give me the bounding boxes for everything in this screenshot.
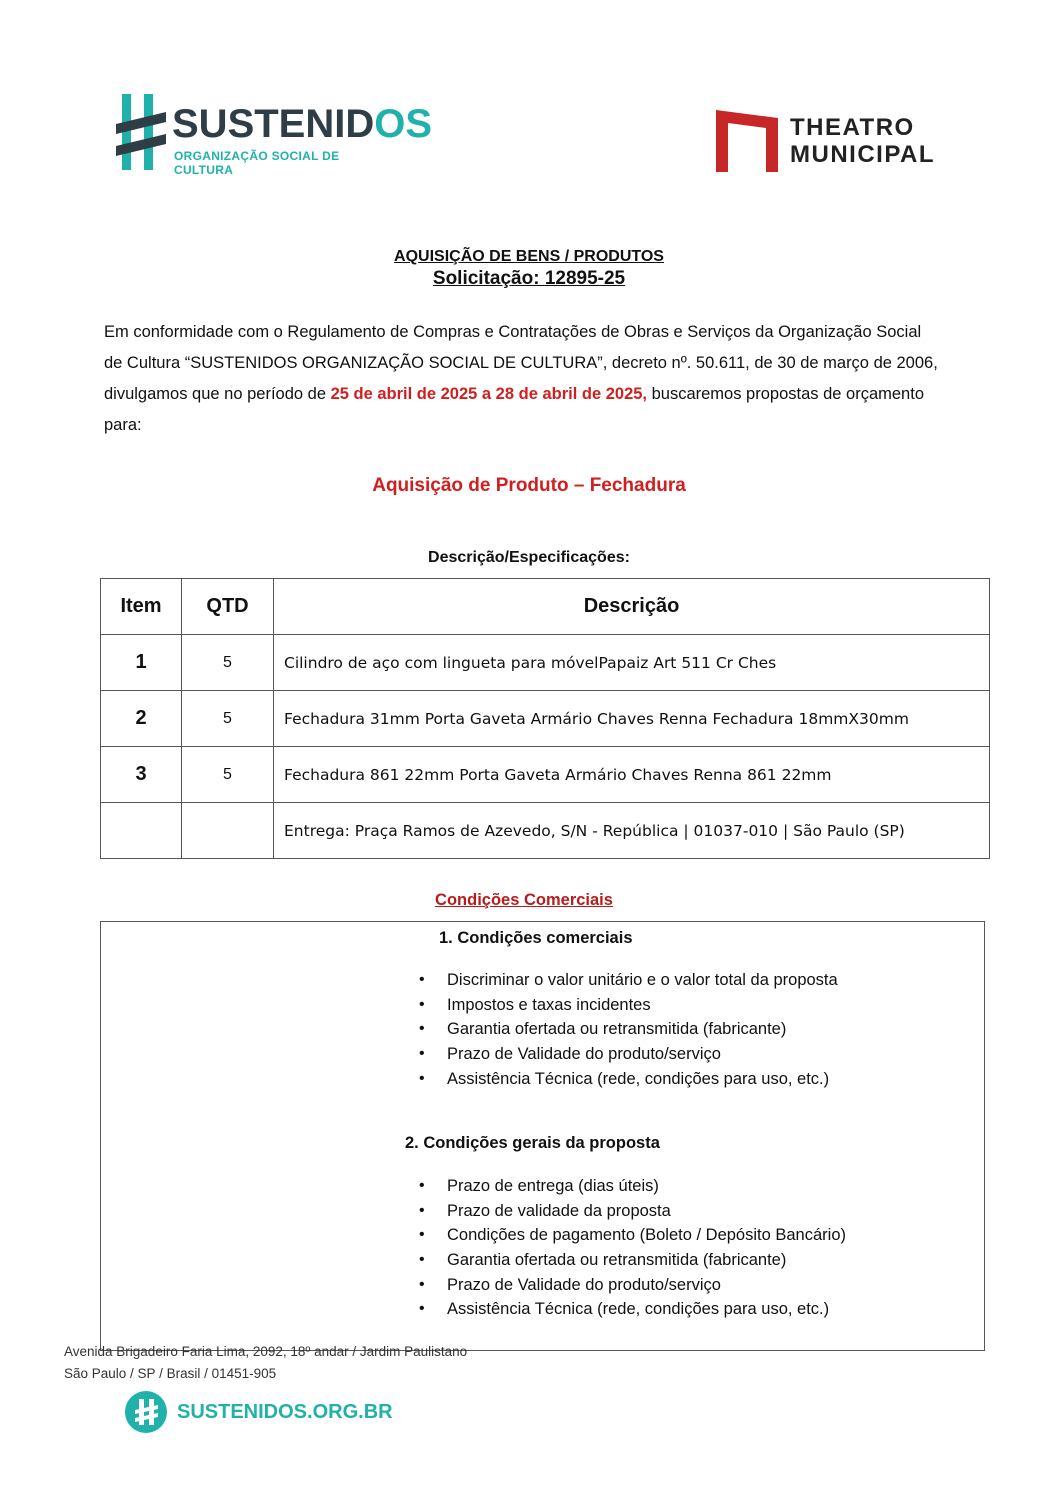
section1-list <box>419 968 838 1091</box>
row-description: Fechadura 861 22mm Porta Gaveta Armário Chaves Renna 861 22mm <box>284 766 832 784</box>
table-row <box>101 635 990 691</box>
footer-address-line1: Avenida Brigadeiro Faria Lima, 2092, 18º andar / Jardim Paulistano <box>64 1344 468 1359</box>
section2-heading: 2. Condições gerais da proposta <box>405 1134 660 1152</box>
header-item: Item <box>101 579 182 635</box>
list-item: • Assistência Técnica (rede, condições para uso, etc.) <box>419 1067 838 1092</box>
sustenidos-logo <box>116 94 433 177</box>
table-row <box>101 747 990 803</box>
list-item: • Prazo de entrega (dias úteis) <box>419 1174 846 1199</box>
row-item: 3 <box>101 747 182 803</box>
header-qtd: QTD <box>182 579 274 635</box>
hash-circle-icon <box>125 1391 167 1433</box>
row-description: Fechadura 31mm Porta Gaveta Armário Chaves Renna Fechadura 18mmX30mm <box>284 710 909 728</box>
list-item: • Assistência Técnica (rede, condições para uso, etc.) <box>419 1297 846 1322</box>
theatro-municipal-logo <box>716 108 956 178</box>
product-title: Aquisição de Produto – Fechadura <box>372 475 686 496</box>
section2-list <box>419 1174 846 1322</box>
items-table <box>100 578 990 859</box>
row-item: 1 <box>101 635 182 691</box>
list-item: • Prazo de Validade do produto/serviço <box>419 1042 838 1067</box>
list-item: • Impostos e taxas incidentes <box>419 993 838 1018</box>
list-item: • Prazo de validade da proposta <box>419 1199 846 1224</box>
commercial-conditions-heading: Condições Comerciais <box>435 891 613 909</box>
theatro-wordmark: THEATRO MUNICIPAL <box>790 114 936 168</box>
list-item: • Garantia ofertada ou retransmitida (fabricante) <box>419 1248 846 1273</box>
footer-logo <box>125 1391 393 1435</box>
period-highlight: 25 de abril de 2025 a 28 de abril de 2025, <box>330 385 648 403</box>
hash-icon <box>116 94 166 170</box>
row-description: Cilindro de aço com lingueta para móvelPapaiz Art 511 Cr Ches <box>284 654 777 672</box>
footer-website[interactable]: SUSTENIDOS.ORG.BR <box>177 1401 393 1423</box>
delivery-address: Entrega: Praça Ramos de Azevedo, S/N - República | 01037-010 | São Paulo (SP) <box>284 822 905 840</box>
footer-address-line2: São Paulo / SP / Brasil / 01451-905 <box>64 1366 277 1381</box>
request-number: Solicitação: 12895-25 <box>432 268 626 289</box>
section1-heading: 1. Condições comerciais <box>439 929 633 947</box>
list-item: • Prazo de Validade do produto/serviço <box>419 1273 846 1298</box>
delivery-row <box>101 803 990 859</box>
intro-paragraph: Em conformidade com o Regulamento de Compras e Contratações de Obras e Serviços da Organização Social de Cultura “SUSTENIDOS ORGANIZAÇÃO SOCIAL DE CULTURA”, decreto nº. 50.611, de 30 de março de 2006, divulgamos que no período de 25 de abril de 2025 a 28 de abril de 2025, buscaremos propostas de orçamento para: <box>104 323 938 434</box>
table-row <box>101 691 990 747</box>
row-item: 2 <box>101 691 182 747</box>
spec-heading: Descrição/Especificações: <box>428 549 630 566</box>
sustenidos-subtitle: ORGANIZAÇÃO SOCIAL DE CULTURA <box>174 149 340 177</box>
document-title: AQUISIÇÃO DE BENS / PRODUTOS <box>394 248 664 265</box>
row-qtd: 5 <box>182 747 274 803</box>
list-item: • Condições de pagamento (Boleto / Depósito Bancário) <box>419 1223 846 1248</box>
header-description: Descrição <box>274 579 990 635</box>
row-qtd: 5 <box>182 635 274 691</box>
theatro-arch-icon <box>716 110 778 172</box>
table-header-row <box>101 579 990 635</box>
sustenidos-wordmark: SUSTENIDOS <box>172 102 433 146</box>
list-item: • Discriminar o valor unitário e o valor total da proposta <box>419 968 838 993</box>
list-item: • Garantia ofertada ou retransmitida (fabricante) <box>419 1017 838 1042</box>
conditions-box <box>100 921 985 1351</box>
row-qtd: 5 <box>182 691 274 747</box>
